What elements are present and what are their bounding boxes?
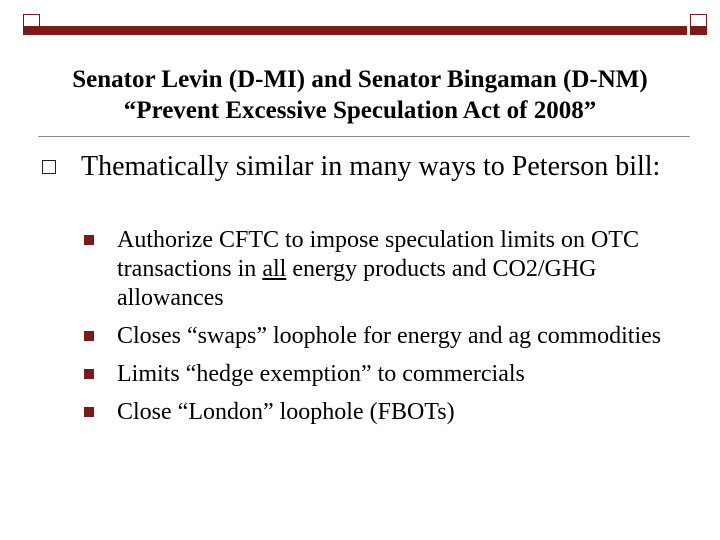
- header-bar-right-segment: [690, 26, 707, 35]
- underlined-emphasis: all: [262, 256, 287, 282]
- list-item: [81, 322, 701, 351]
- filled-square-bullet-icon: [84, 331, 94, 341]
- sub-bullet-text: Close “London” loophole (FBOTs): [117, 399, 455, 425]
- filled-square-bullet-icon: [84, 407, 94, 417]
- sub-bullet-text-part: Authorize CFTC to impose speculation limits on OTC transactions in: [117, 227, 639, 282]
- list-item: [81, 360, 701, 389]
- title-line-1: Senator Levin (D-MI) and Senator Bingaman (D-NM): [72, 66, 648, 93]
- title-line-2: “Prevent Excessive Speculation Act of 2008”: [123, 97, 597, 124]
- header-bar: [23, 26, 687, 35]
- list-item: [81, 398, 701, 427]
- filled-square-bullet-icon: [84, 235, 94, 245]
- title-divider: [38, 136, 690, 137]
- main-bullet-text: Thematically similar in many ways to Peterson bill:: [81, 151, 661, 182]
- sub-bullet-text: Limits “hedge exemption” to commercials: [117, 361, 525, 387]
- sub-bullet-text-part: energy products and CO2/GHG allowances: [117, 256, 597, 311]
- filled-square-bullet-icon: [84, 369, 94, 379]
- sub-bullet-list: [81, 226, 701, 427]
- slide-title: [0, 64, 720, 126]
- sub-bullet-text: [117, 226, 701, 313]
- list-item: [81, 226, 701, 313]
- sub-bullet-text: Closes “swaps” loophole for energy and ag commodities: [117, 323, 662, 349]
- hollow-square-bullet-icon: [42, 160, 56, 174]
